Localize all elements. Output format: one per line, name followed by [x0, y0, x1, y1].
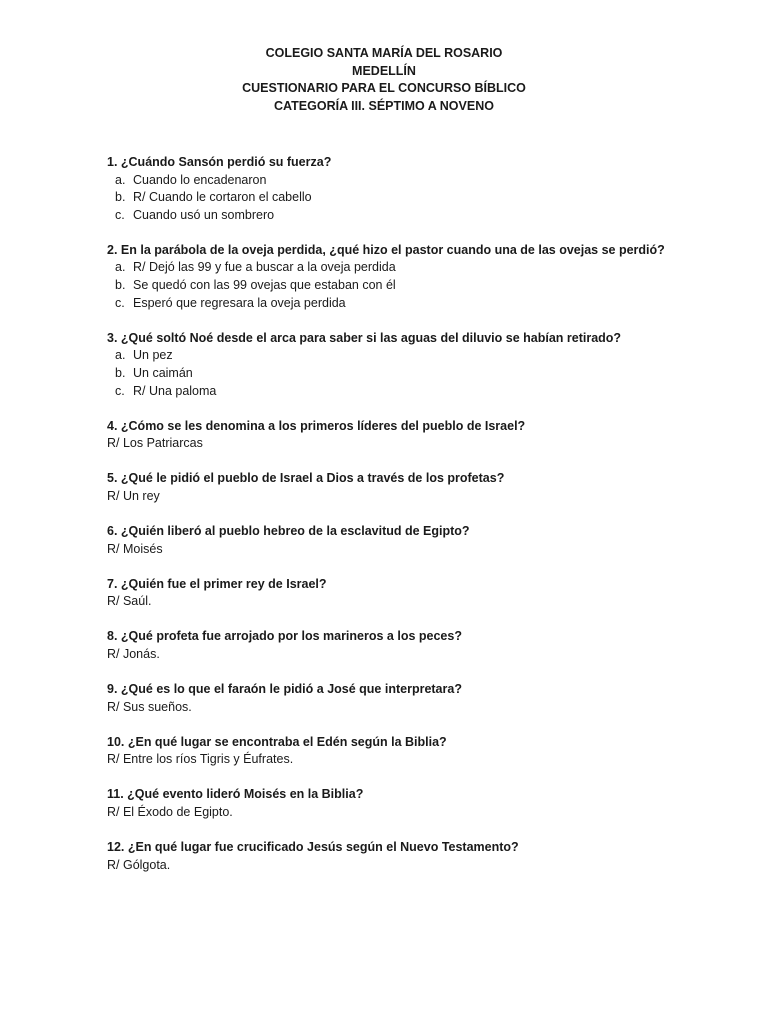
answer-text: R/ Un rey — [107, 488, 160, 503]
answer-text: R/ Moisés — [107, 541, 163, 556]
answer-text: R/ El Éxodo de Egipto. — [107, 805, 233, 820]
question-text: 1. ¿Cuándo Sansón perdió su fuerza? — [107, 155, 332, 169]
option-text: Un pez — [133, 348, 173, 363]
question-8 — [107, 628, 747, 663]
option-c — [107, 295, 747, 313]
answer-text: R/ Sus sueños. — [107, 699, 192, 714]
document-title: CUESTIONARIO PARA EL CONCURSO BÍBLICO — [242, 81, 526, 95]
option-b — [107, 189, 747, 207]
question-text: 7. ¿Quién fue el primer rey de Israel? — [107, 576, 327, 591]
option-text: R/ Cuando le cortaron el cabello — [133, 190, 312, 205]
option-text: R/ Una paloma — [133, 383, 217, 398]
option-letter: a. — [115, 348, 126, 363]
option-letter: c. — [115, 207, 125, 222]
question-1 — [107, 154, 747, 224]
question-text: 4. ¿Cómo se les denomina a los primeros líderes del pueblo de Israel? — [107, 418, 526, 433]
question-11 — [107, 786, 747, 821]
answer-text: R/ Entre los ríos Tigris y Éufrates. — [107, 752, 294, 767]
option-text: Esperó que regresara la oveja perdida — [133, 295, 346, 310]
question-text: 3. ¿Qué soltó Noé desde el arca para saber si las aguas del diluvio se habían retirado? — [107, 330, 622, 345]
option-text: Cuando usó un sombrero — [133, 207, 275, 222]
option-letter: b. — [115, 190, 126, 205]
option-a — [107, 259, 747, 277]
question-text: 10. ¿En qué lugar se encontraba el Edén según la Biblia? — [107, 734, 447, 749]
answer-text: R/ Los Patriarcas — [107, 436, 203, 451]
option-c — [107, 383, 747, 401]
answer-text: R/ Gólgota. — [107, 857, 171, 872]
option-text: Se quedó con las 99 ovejas que estaban con él — [133, 278, 396, 293]
option-letter: a. — [115, 172, 126, 187]
option-text: Cuando lo encadenaron — [133, 172, 267, 187]
question-6 — [107, 523, 747, 558]
question-12 — [107, 839, 747, 874]
answer-text: R/ Saúl. — [107, 594, 152, 609]
question-text: 6. ¿Quién liberó al pueblo hebreo de la esclavitud de Egipto? — [107, 524, 470, 538]
question-text: 12. ¿En qué lugar fue crucificado Jesús según el Nuevo Testamento? — [107, 840, 519, 855]
question-text: 5. ¿Qué le pidió el pueblo de Israel a Dios a través de los profetas? — [107, 471, 505, 486]
city: MEDELLÍN — [352, 63, 416, 78]
question-3 — [107, 330, 747, 400]
question-9 — [107, 681, 747, 716]
question-text: 8. ¿Qué profeta fue arrojado por los marineros a los peces? — [107, 629, 462, 644]
school-name: COLEGIO SANTA MARÍA DEL ROSARIO — [265, 46, 503, 60]
question-list — [107, 154, 747, 874]
option-text: Un caimán — [133, 365, 193, 380]
option-b — [107, 277, 747, 295]
option-letter: b. — [115, 278, 126, 293]
question-text: 11. ¿Qué evento lideró Moisés en la Biblia? — [107, 787, 364, 802]
option-letter: c. — [115, 295, 125, 310]
answer-text: R/ Jonás. — [107, 646, 160, 661]
question-2 — [107, 242, 747, 312]
category: CATEGORÍA III. SÉPTIMO A NOVENO — [274, 98, 494, 113]
question-5 — [107, 470, 747, 505]
question-7 — [107, 576, 747, 611]
option-letter: b. — [115, 365, 126, 380]
question-text: 9. ¿Qué es lo que el faraón le pidió a José que interpretara? — [107, 682, 462, 697]
option-b — [107, 365, 747, 383]
question-4 — [107, 418, 747, 453]
document-header — [0, 45, 768, 115]
option-a — [107, 347, 747, 365]
option-text: R/ Dejó las 99 y fue a buscar a la oveja perdida — [133, 260, 396, 275]
option-letter: a. — [115, 260, 126, 275]
question-10 — [107, 734, 747, 769]
question-text: 2. En la parábola de la oveja perdida, ¿qué hizo el pastor cuando una de las ovejas se perdió? — [107, 242, 665, 257]
option-letter: c. — [115, 383, 125, 398]
option-c — [107, 207, 747, 225]
option-a — [107, 172, 747, 190]
